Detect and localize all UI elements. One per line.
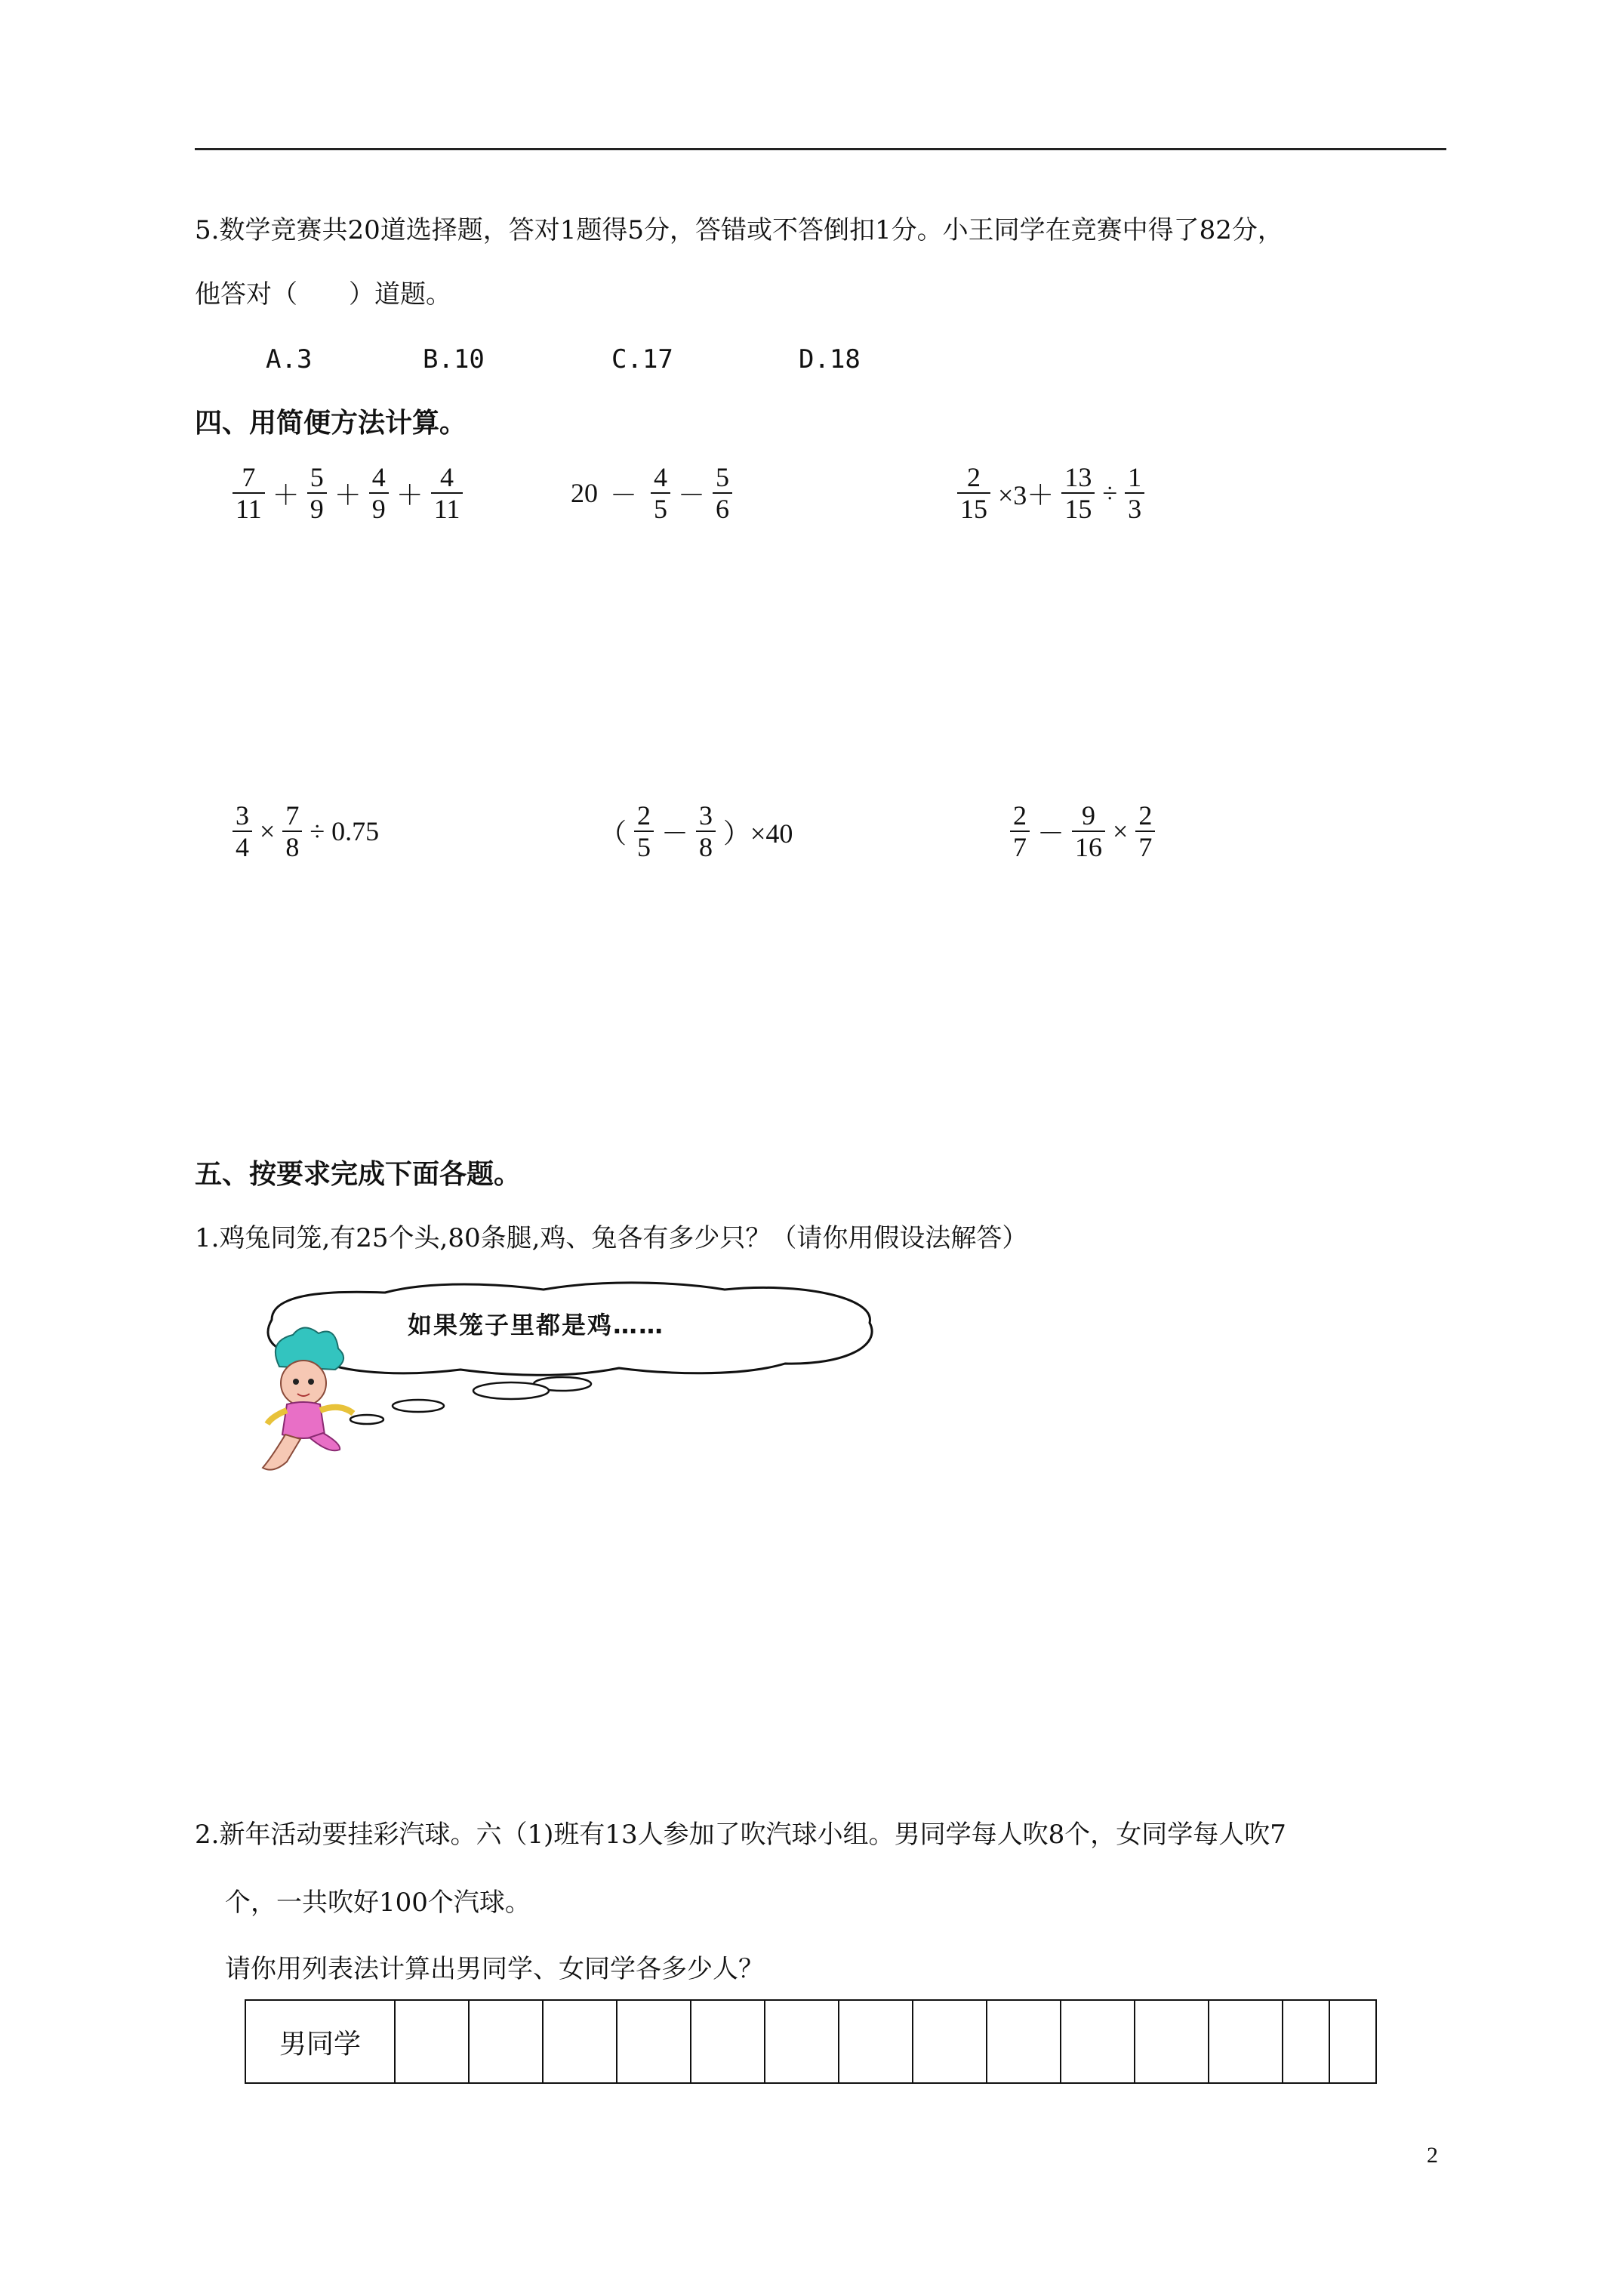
page-number: 2 xyxy=(1427,2143,1438,2168)
header-rule xyxy=(195,148,1446,150)
table-cell[interactable] xyxy=(913,2000,987,2083)
fraction: $\frac{9}{16}$ xyxy=(1072,800,1105,862)
q2-line3: 请你用列表法计算出男同学、女同学各多少人？ xyxy=(225,1954,764,1984)
section5-title: 五、按要求完成下面各题。 xyxy=(195,1159,522,1190)
fraction: $\frac{2}{15}$ xyxy=(957,462,990,524)
q5-option-d: D.18 xyxy=(799,344,861,374)
q5-option-b: B.10 xyxy=(423,344,485,374)
section4-title: 四、用简便方法计算。 xyxy=(195,408,467,439)
fraction: $\frac{4}{11}$ xyxy=(431,462,463,524)
expression-3: $\frac{2}{15}$ ×3＋ $\frac{13}{15}$ ÷ $\frac{1}{3}$ xyxy=(953,462,1149,524)
fraction: $\frac{5}{6}$ xyxy=(713,462,732,524)
expression-6: $\frac{2}{7}$ － $\frac{9}{16}$ × $\frac{2}{7}$ xyxy=(1006,800,1160,862)
fraction: $\frac{7}{8}$ xyxy=(282,800,302,862)
table-cell[interactable] xyxy=(691,2000,765,2083)
q2-line2: 个，一共吹好100个汽球。 xyxy=(225,1888,531,1918)
q2-line1: 2.新年活动要挂彩汽球。六（1)班有13人参加了吹汽球小组。男同学每人吹8个，女同学每人吹7 xyxy=(195,1820,1286,1850)
fraction: $\frac{7}{11}$ xyxy=(233,462,265,524)
table-cell[interactable] xyxy=(469,2000,543,2083)
cartoon-girl-icon xyxy=(263,1327,353,1469)
table-cell[interactable] xyxy=(1209,2000,1283,2083)
expression-5: （ $\frac{2}{5}$ － $\frac{3}{8}$ ）×40 xyxy=(599,800,793,862)
q5-line1: 5.数学竞赛共20道选择题，答对1题得5分，答错或不答倒扣1分。小王同学在竞赛中得了82分， xyxy=(195,215,1283,245)
table-cell[interactable] xyxy=(395,2000,469,2083)
table-cell[interactable] xyxy=(765,2000,839,2083)
q5-option-c: C.17 xyxy=(611,344,673,374)
fraction: $\frac{1}{3}$ xyxy=(1125,462,1144,524)
answer-table xyxy=(245,1999,1377,2084)
table-cell[interactable] xyxy=(543,2000,617,2083)
table-cell[interactable] xyxy=(1329,2000,1376,2083)
fraction: $\frac{2}{7}$ xyxy=(1010,800,1030,862)
table-cell[interactable] xyxy=(839,2000,913,2083)
expression-2: 20 － $\frac{4}{5}$ － $\frac{5}{6}$ xyxy=(568,462,737,524)
fraction: $\frac{4}{9}$ xyxy=(369,462,389,524)
fraction: $\frac{3}{4}$ xyxy=(233,800,252,862)
table-row-label: 男同学 xyxy=(245,2000,395,2083)
q5-line2: 他答对（ ）道题。 xyxy=(195,279,451,310)
table-cell[interactable] xyxy=(617,2000,691,2083)
expression-4: $\frac{3}{4}$ × $\frac{7}{8}$ ÷ 0.75 xyxy=(228,800,382,862)
expression-1: $\frac{7}{11}$ ＋ $\frac{5}{9}$ ＋ $\frac{4}{9}$ ＋ $\frac{4}{11}$ xyxy=(228,462,467,524)
q5-option-a: A.3 xyxy=(266,344,313,374)
table-cell[interactable] xyxy=(1061,2000,1135,2083)
table-cell[interactable] xyxy=(1135,2000,1209,2083)
fraction: $\frac{4}{5}$ xyxy=(651,462,670,524)
fraction: $\frac{5}{9}$ xyxy=(307,462,327,524)
table-cell[interactable] xyxy=(1283,2000,1329,2083)
fraction: $\frac{3}{8}$ xyxy=(696,800,716,862)
q1-text: 1.鸡兔同笼,有25个头,80条腿,鸡、兔各有多少只？（请你用假设法解答） xyxy=(195,1223,1028,1253)
fraction: $\frac{2}{7}$ xyxy=(1135,800,1155,862)
table-cell[interactable] xyxy=(987,2000,1061,2083)
bubble-text: 如果笼子里都是鸡…… xyxy=(408,1311,665,1339)
fraction: $\frac{13}{15}$ xyxy=(1061,462,1095,524)
table-row xyxy=(245,2000,1376,2083)
fraction: $\frac{2}{5}$ xyxy=(634,800,654,862)
